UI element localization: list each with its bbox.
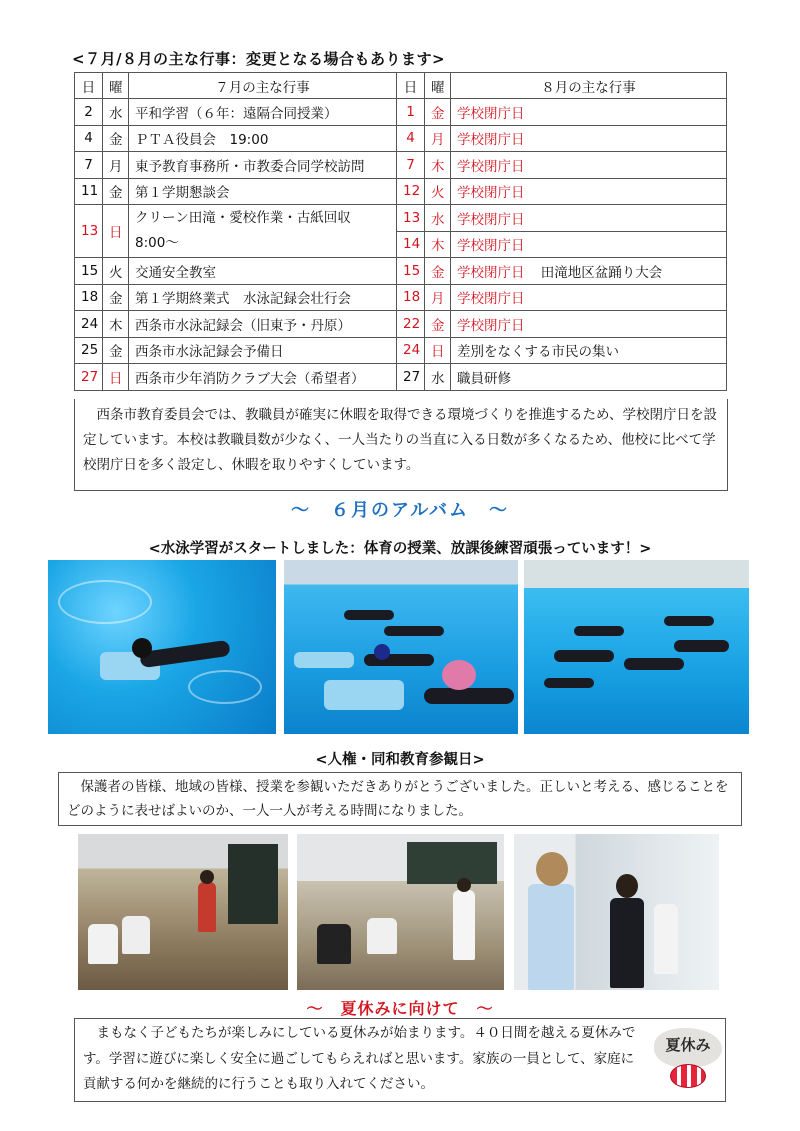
header-july-events: ７月の主な行事 bbox=[129, 73, 397, 99]
august-event: 学校閉庁日 bbox=[451, 205, 727, 232]
august-day: 4 bbox=[397, 125, 425, 152]
table-row bbox=[75, 311, 727, 338]
header-dow-july: 曜 bbox=[103, 73, 129, 99]
august-dow: 火 bbox=[425, 178, 451, 205]
august-dow: 金 bbox=[425, 311, 451, 338]
july-dow: 火 bbox=[103, 258, 129, 285]
august-event: 学校閉庁日 bbox=[451, 152, 727, 179]
kickboard bbox=[324, 680, 404, 710]
july-dow: 日 bbox=[103, 205, 129, 258]
head bbox=[200, 870, 214, 884]
swimmer bbox=[544, 678, 594, 688]
july-event: 第１学期懇談会 bbox=[129, 178, 397, 205]
class-photo-2 bbox=[297, 834, 504, 990]
july-event-line2: 8:00～ bbox=[135, 235, 179, 251]
august-day: 7 bbox=[397, 152, 425, 179]
august-day: 24 bbox=[397, 337, 425, 364]
august-event: 学校閉庁日 bbox=[451, 99, 727, 126]
july-event: 平和学習（６年：遠隔合同授業） bbox=[129, 99, 397, 126]
swim-cap bbox=[132, 638, 152, 658]
august-dow: 日 bbox=[425, 337, 451, 364]
july-dow: 金 bbox=[103, 284, 129, 311]
july-day: 2 bbox=[75, 99, 103, 126]
swimmer bbox=[674, 640, 729, 652]
swimmer bbox=[139, 640, 230, 668]
swimmer bbox=[554, 650, 614, 662]
table-row bbox=[75, 178, 727, 205]
album-title: ～ ６月のアルバム ～ bbox=[290, 500, 510, 521]
july-event: ＰＴＡ役員会 19:00 bbox=[129, 125, 397, 152]
schedule-header-row bbox=[75, 73, 727, 99]
parent bbox=[528, 884, 574, 990]
august-event: 職員研修 bbox=[451, 364, 727, 391]
summer-note bbox=[74, 1018, 726, 1102]
july-event: 東予教育事務所・市教委合同学校訪問 bbox=[129, 152, 397, 179]
august-event: 学校閉庁日 bbox=[451, 231, 727, 258]
swim-photo-3 bbox=[524, 560, 749, 734]
header-day-july: 日 bbox=[75, 73, 103, 99]
badge-label: 夏休み bbox=[665, 1036, 711, 1054]
august-event bbox=[451, 258, 727, 285]
august-dow: 金 bbox=[425, 99, 451, 126]
table-row bbox=[75, 364, 727, 391]
july-day: 15 bbox=[75, 258, 103, 285]
student bbox=[654, 904, 678, 974]
august-dow: 木 bbox=[425, 231, 451, 258]
july-day: 27 bbox=[75, 364, 103, 391]
july-dow: 月 bbox=[103, 152, 129, 179]
july-day: 24 bbox=[75, 311, 103, 338]
july-dow: 日 bbox=[103, 364, 129, 391]
table-row bbox=[75, 99, 727, 126]
august-day: 12 bbox=[397, 178, 425, 205]
schedule-title: <７月/８月の主な行事：変更となる場合もあります> bbox=[72, 50, 446, 68]
july-event: 第１学期終業式 水泳記録会壮行会 bbox=[129, 284, 397, 311]
swim-photo-2 bbox=[284, 560, 518, 734]
swim-cap bbox=[442, 660, 476, 690]
august-event: 学校閉庁日 bbox=[451, 125, 727, 152]
august-event: 学校閉庁日 bbox=[451, 178, 727, 205]
summer-note-text: まもなく子どもたちが楽しみにしている夏休みが始まります。４０日間を越える夏休みです。学習に遊びに楽しく安全に過ごしてもらえればと思います。家族の一員として、家庭に貢献する何かを継続的に行うことも取り入れてください。 bbox=[83, 1025, 636, 1092]
july-event: 西条市少年消防クラブ大会（希望者） bbox=[129, 364, 397, 391]
header-dow-august: 曜 bbox=[425, 73, 451, 99]
teacher bbox=[198, 882, 216, 932]
july-event-line1: クリーン田滝・愛校作業・古紙回収 bbox=[135, 210, 351, 226]
swimmer bbox=[384, 626, 444, 636]
swim-photo-1 bbox=[48, 560, 276, 734]
august-event-extra: 田滝地区盆踊り大会 bbox=[540, 264, 663, 281]
swimmer bbox=[574, 626, 624, 636]
student bbox=[610, 898, 644, 988]
august-dow: 木 bbox=[425, 152, 451, 179]
july-event: 西条市水泳記録会予備日 bbox=[129, 337, 397, 364]
july-day: 13 bbox=[75, 205, 103, 258]
swim-cap bbox=[374, 644, 390, 660]
july-dow: 金 bbox=[103, 178, 129, 205]
august-event-closed: 学校閉庁日 bbox=[457, 264, 525, 281]
august-day: 22 bbox=[397, 311, 425, 338]
ripple bbox=[188, 670, 262, 704]
august-day: 27 bbox=[397, 364, 425, 391]
schedule-note: 西条市教育委員会では、教職員が確実に休暇を取得できる環境づくりを推進するため、学校閉庁日を設定しています。本校は教職員数が少なく、一人当たりの当直に入る日数が多くなるため、他校に比べて学校閉庁日を多く設定し、休暇を取りやすくしています。 bbox=[74, 399, 728, 491]
july-day: 11 bbox=[75, 178, 103, 205]
july-day: 4 bbox=[75, 125, 103, 152]
july-event: 西条市水泳記録会（旧東予・丹原） bbox=[129, 311, 397, 338]
july-dow: 金 bbox=[103, 337, 129, 364]
august-dow: 金 bbox=[425, 258, 451, 285]
teacher bbox=[453, 890, 475, 960]
august-dow: 水 bbox=[425, 205, 451, 232]
july-dow: 金 bbox=[103, 125, 129, 152]
table-row bbox=[75, 152, 727, 179]
schedule-table bbox=[74, 72, 727, 391]
blackboard bbox=[407, 842, 497, 884]
swimmer bbox=[624, 658, 684, 670]
head bbox=[457, 878, 471, 892]
rights-title: <人権・同和教育参観日> bbox=[315, 752, 485, 768]
august-dow: 月 bbox=[425, 125, 451, 152]
student bbox=[122, 916, 150, 954]
august-day: 15 bbox=[397, 258, 425, 285]
swim-ring-icon bbox=[670, 1064, 706, 1088]
august-event: 学校閉庁日 bbox=[451, 311, 727, 338]
kickboard bbox=[294, 652, 354, 668]
student bbox=[88, 924, 118, 964]
ripple bbox=[58, 580, 152, 624]
july-dow: 木 bbox=[103, 311, 129, 338]
table-row bbox=[75, 258, 727, 285]
july-event: 交通安全教室 bbox=[129, 258, 397, 285]
july-dow: 水 bbox=[103, 99, 129, 126]
july-day: 18 bbox=[75, 284, 103, 311]
head bbox=[536, 852, 568, 886]
august-dow: 水 bbox=[425, 364, 451, 391]
summer-vacation-badge bbox=[654, 1028, 724, 1090]
swim-caption: <水泳学習がスタートしました：体育の授業、放課後練習頑張っています！> bbox=[148, 541, 652, 557]
blackboard bbox=[228, 844, 278, 924]
rights-note: 保護者の皆様、地域の皆様、授業を参観いただきありがとうございました。正しいと考える、感じることをどのように表せばよいのか、一人一人が考える時間になりました。 bbox=[58, 772, 742, 826]
august-day: 1 bbox=[397, 99, 425, 126]
swimmer bbox=[424, 688, 514, 704]
class-photo-1 bbox=[78, 834, 288, 990]
table-row bbox=[75, 125, 727, 152]
class-photo-3 bbox=[514, 834, 719, 990]
header-day-august: 日 bbox=[397, 73, 425, 99]
august-event: 学校閉庁日 bbox=[451, 284, 727, 311]
table-row bbox=[75, 284, 727, 311]
table-row bbox=[75, 337, 727, 364]
header-august-events: ８月の主な行事 bbox=[451, 73, 727, 99]
swimmer bbox=[344, 610, 394, 620]
july-day: 7 bbox=[75, 152, 103, 179]
head bbox=[616, 874, 638, 898]
august-day: 18 bbox=[397, 284, 425, 311]
august-dow: 月 bbox=[425, 284, 451, 311]
july-day: 25 bbox=[75, 337, 103, 364]
student bbox=[367, 918, 397, 954]
july-event bbox=[129, 205, 397, 258]
august-day: 14 bbox=[397, 231, 425, 258]
august-event: 差別をなくする市民の集い bbox=[451, 337, 727, 364]
table-row bbox=[75, 205, 727, 232]
student bbox=[317, 924, 351, 964]
summer-title: ～ 夏休みに向けて ～ bbox=[306, 999, 494, 1018]
august-day: 13 bbox=[397, 205, 425, 232]
swimmer bbox=[664, 616, 714, 626]
